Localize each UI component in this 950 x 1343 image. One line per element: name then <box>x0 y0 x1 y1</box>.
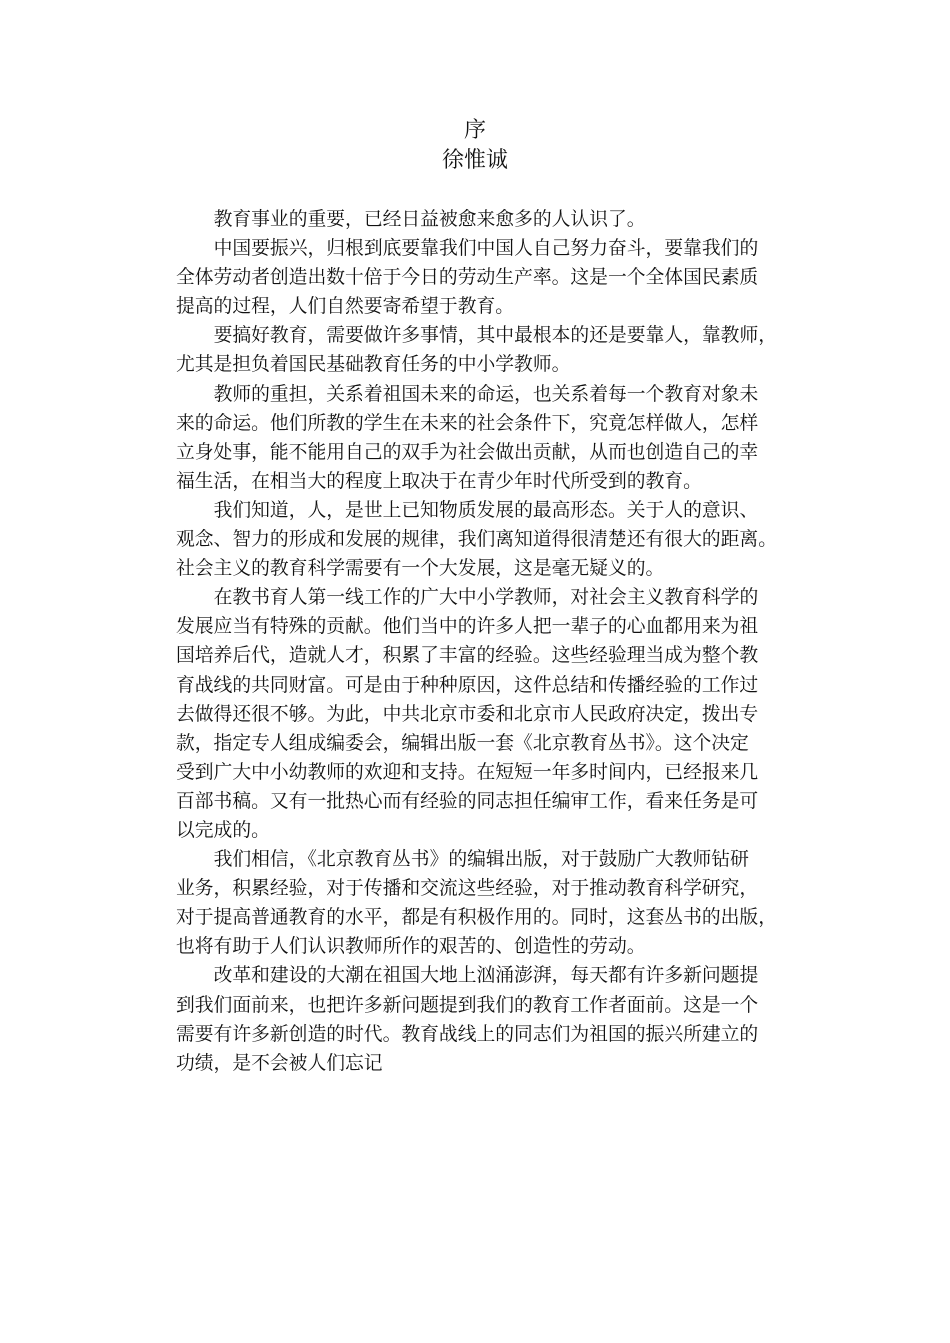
page-title: 序 <box>463 118 486 143</box>
paragraph: 中国要振兴，归根到底要靠我们中国人自己努力奋斗，要靠我们的 全体劳动者创造出数十倍于今日的劳动生产率。这是一个全体国民素质 提高的过程，人们自然要寄希望于教育。 <box>176 238 759 318</box>
paragraph: 要搞好教育，需要做许多事情，其中最根本的还是要靠人，靠教师， 尤其是担负着国民基础教育任务的中小学教师。 <box>176 325 778 376</box>
paragraph: 改革和建设的大潮在祖国大地上汹涌澎湃，每天都有许多新问题提 到我们面前来，也把许多新问题提到我们的教育工作者面前。这是一个 需要有许多新创造的时代。教育战线上的同志们为祖国的振兴所建立的 功绩，是不会被人们忘记 <box>176 965 759 1074</box>
paragraph: 教育事业的重要，已经日益被愈来愈多的人认识了。 <box>213 209 646 230</box>
paragraph: 我们知道，人，是世上已知物质发展的最高形态。关于人的意识、 观念、智力的形成和发展的规律，我们离知道得很清楚还有很大的距离。 社会主义的教育科学需要有一个大发展，这是毫无疑义的。 <box>176 499 777 580</box>
paragraph: 我们相信，《北京教育丛书》的编辑出版，对于鼓励广大教师钻研 业务，积累经验，对于传播和交流这些经验，对于推动教育科学研究， 对于提高普通教育的水平，都是有积极作用的。同时，这套丛书的出版， 也将有助于人们认识教师所作的艰苦的、创造性的劳动。 <box>176 849 777 958</box>
paragraph: 在教书育人第一线工作的广大中小学教师，对社会主义教育科学的 发展应当有特殊的贡献。他们当中的许多人把一辈子的心血都用来为祖 国培养后代，造就人才，积累了丰富的经验。这些经验理当成为整个教 育战线的共同财富。可是由于种种原因，这件总结和传播经验的工作过 去做得还很不够。为此，中共北京市委和北京市人民政府决定，拨出专 款，指定专人组成编委会，编辑出版一套《北京教育丛书》。这个决定 受到广大中小幼教师的欢迎和支持。在短短一年多时间内，已经报来几 百部书稿。又有一批热心而有经验的同志担任编审工作，看来任务是可 以完成的。 <box>176 587 759 841</box>
paragraph: 教师的重担，关系着祖国未来的命运，也关系着每一个教育对象未 来的命运。他们所教的学生在未来的社会条件下，究竟怎样做人，怎样 立身处事，能不能用自己的双手为社会做出贡献，从而也创造自己的幸 福生活，在相当大的程度上取决于在青少年时代所受到的教育。 <box>176 383 759 492</box>
body-text <box>176 205 786 1078</box>
author-name: 徐惟诚 <box>441 148 508 173</box>
